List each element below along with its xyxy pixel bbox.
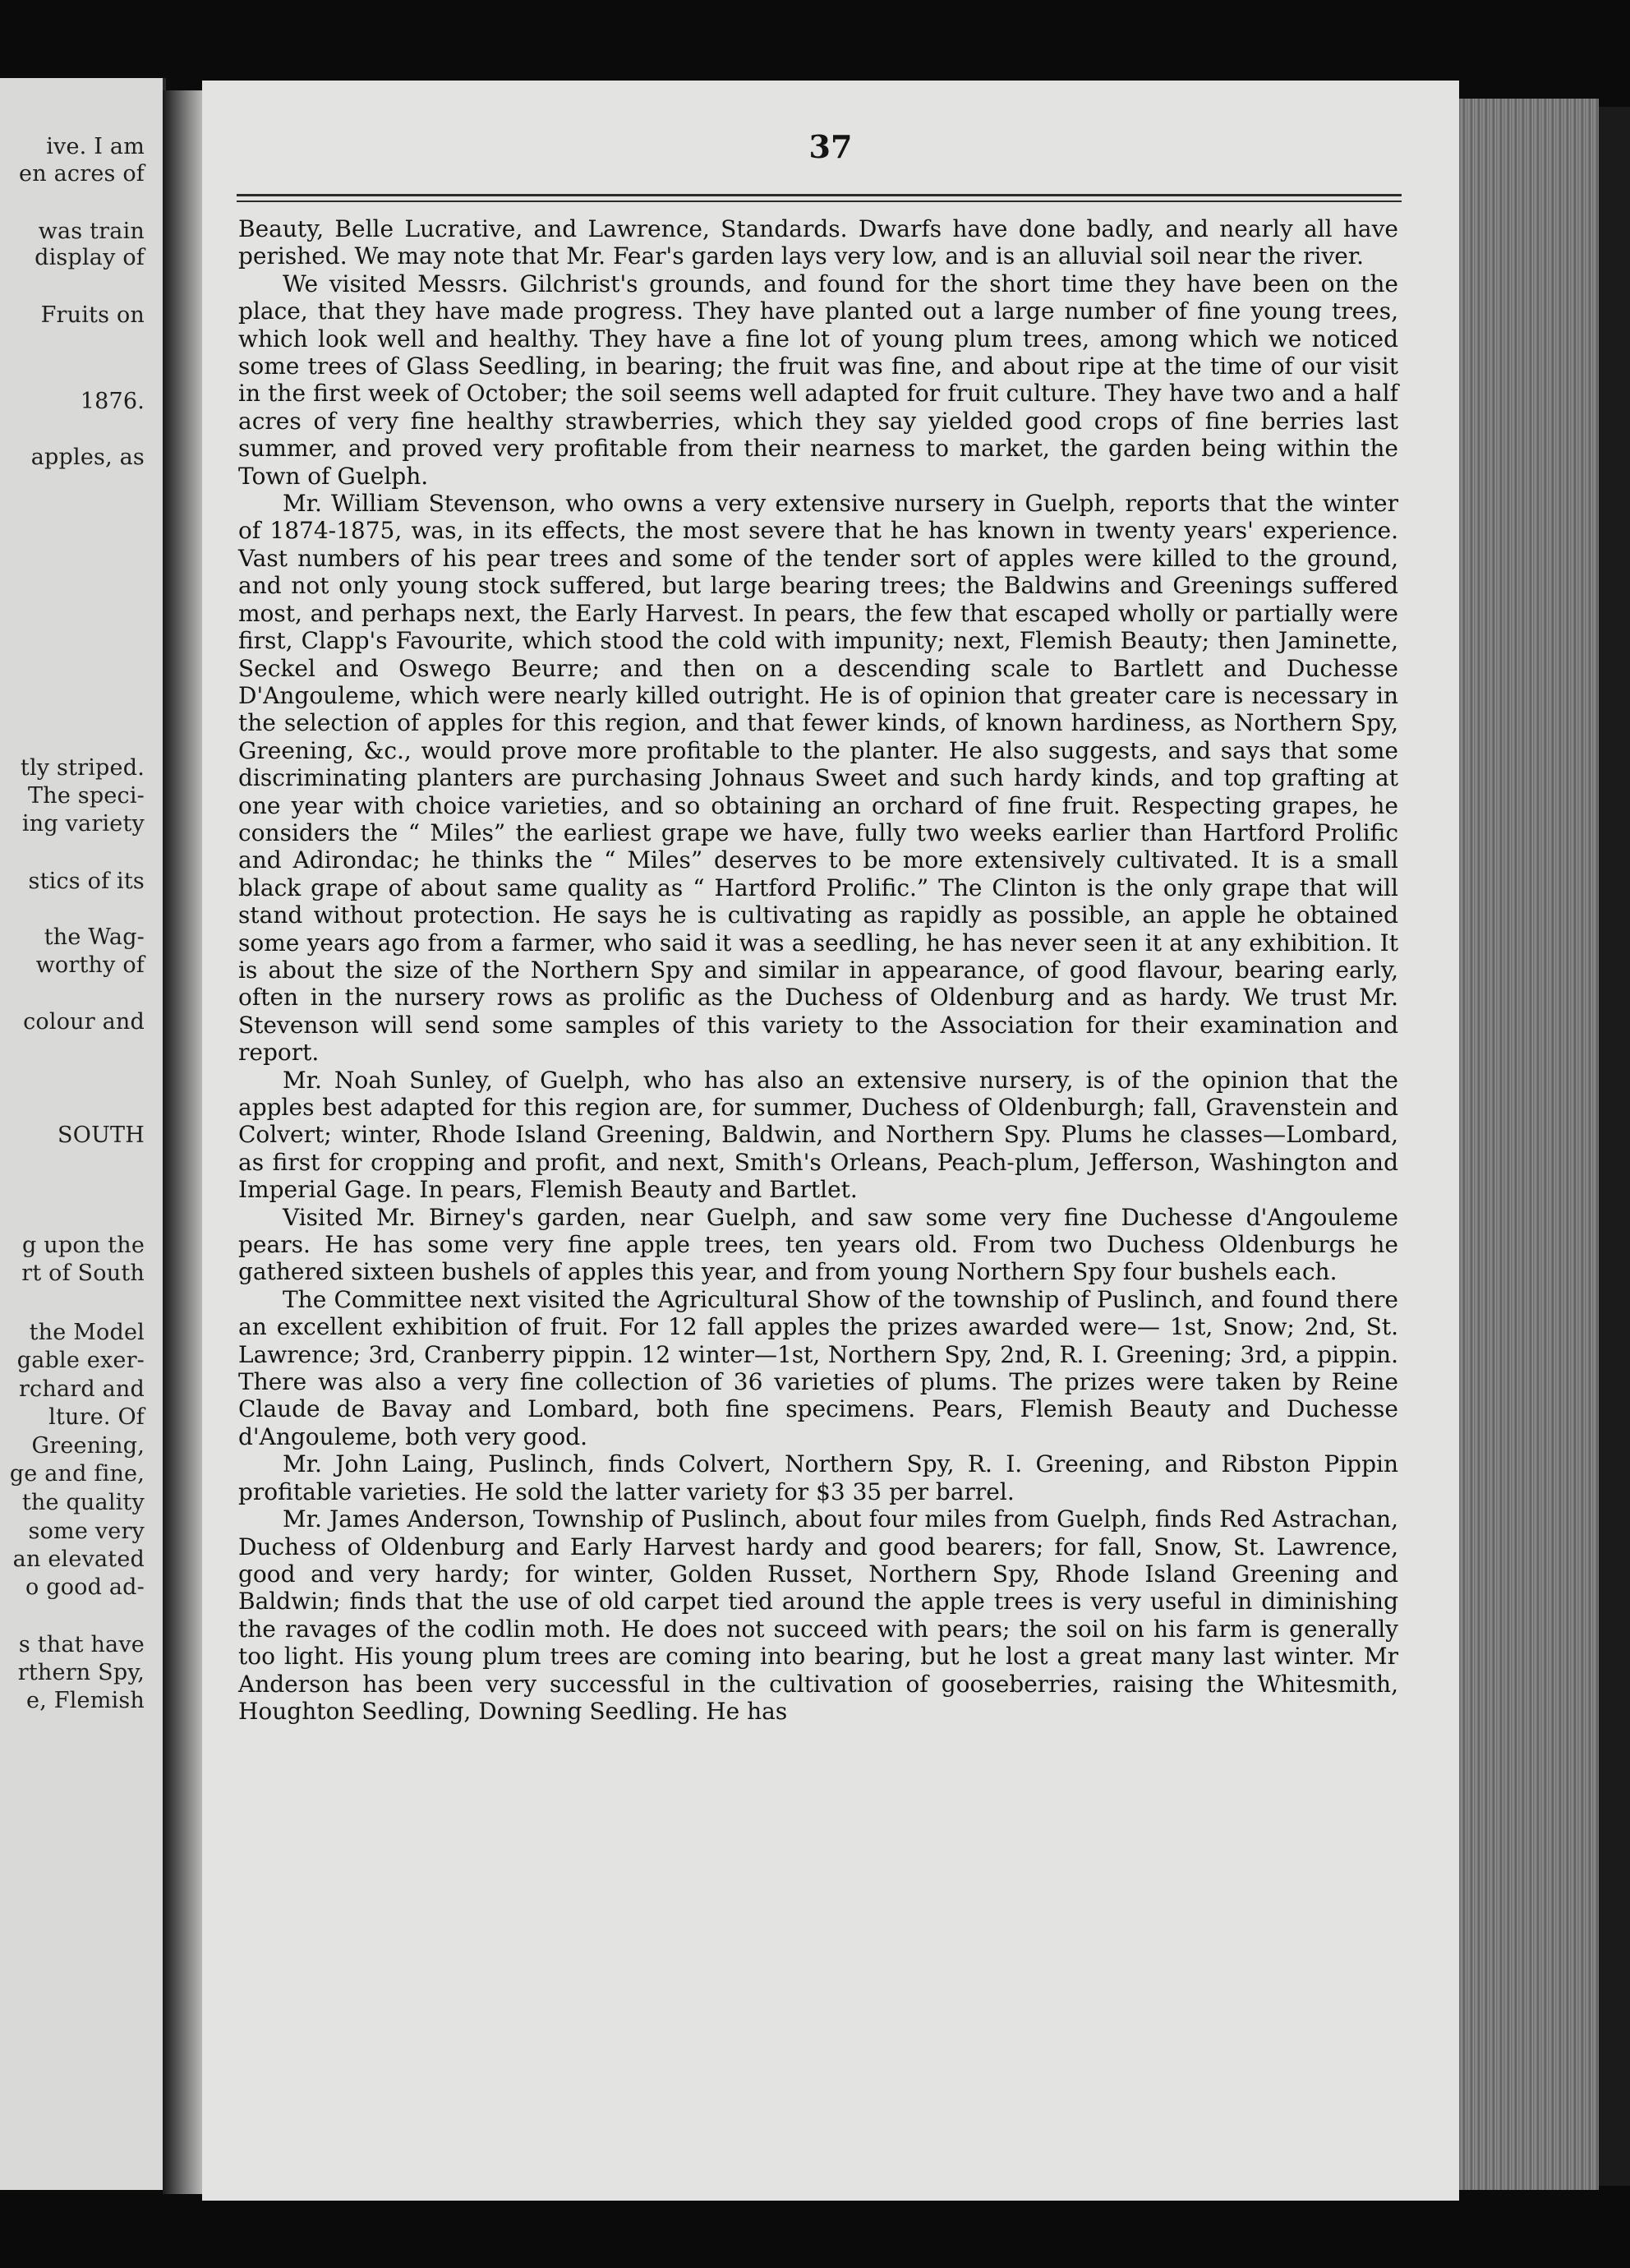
- facing-page-line: the quality: [21, 1490, 145, 1515]
- facing-page-line: ge and fine,: [9, 1461, 145, 1487]
- facing-page: [0, 78, 166, 2190]
- header-rule: [237, 194, 1402, 196]
- paragraph: Mr. Noah Sunley, of Guelph, who has also an extensive nursery, is of the opinion that the apples best adapted for this region are, for summer, Duchess of Oldenburgh; fall, Gravenstein and Colvert; winter, Rhode Island Greening, Baldwin, and Northern Spy. Plums he classes—Lombard, as first for cropping and profit, and next, Smith's Orleans, Peach-plum, Jefferson, Washington and Imperial Gage. In pears, Flemish Beauty and Bartlet.: [238, 1066, 1398, 1204]
- facing-page-line: gable exer-: [16, 1348, 145, 1373]
- page-number: 37: [808, 128, 853, 165]
- facing-page-line: worthy of: [35, 952, 145, 978]
- paragraph: Mr. James Anderson, Township of Puslinch, about four miles from Guelph, finds Red Astrachan, Duchess of Oldenburg and Early Harvest hardy and good bearers; for fall, Snow, St. Lawrence, good and very hardy; for winter, Golden Russet, Northern Spy, Rhode Island Greening and Baldwin; finds that the use of old carpet tied around the apple trees is very useful in diminishing the ravages of the codlin moth. He does not succeed with pears; the soil on his farm is generally too light. His young plum trees are coming into bearing, but he lost a great many last winter. Mr Anderson has been very successful in the cultivation of gooseberries, raising the Whitesmith, Houghton Seedling, Downing Seedling. He has: [238, 1505, 1398, 1725]
- facing-page-line: ive. I am: [46, 134, 145, 159]
- page-stack-edge: [1459, 99, 1599, 2190]
- facing-page-line: o good ad-: [25, 1574, 145, 1600]
- facing-page-line: en acres of: [19, 161, 145, 187]
- facing-page-line: SOUTH: [58, 1122, 145, 1148]
- facing-page-line: 1876.: [80, 389, 145, 414]
- paragraph: Visited Mr. Birney's garden, near Guelph, and saw some very fine Duchesse d'Angouleme pears. He has some very fine apple trees, ten years old. From two Duchess Oldenburgs he gathered sixteen bushels of apples this year, and from young Northern Spy four bushels each.: [238, 1203, 1398, 1286]
- facing-page-line: rt of South: [21, 1261, 145, 1286]
- facing-page-line: Fruits on: [40, 302, 145, 328]
- header-rule-thin: [237, 201, 1402, 202]
- facing-page-line: display of: [35, 245, 145, 270]
- facing-page-line: s that have: [18, 1632, 145, 1657]
- facing-page-line: ing variety: [21, 811, 145, 837]
- facing-page-line: stics of its: [28, 869, 145, 894]
- book-page: [202, 81, 1459, 2201]
- facing-page-line: colour and: [23, 1009, 145, 1035]
- paragraph: Mr. William Stevenson, who owns a very extensive nursery in Guelph, reports that the winter of 1874-1875, was, in its effects, the most severe that he has known in twenty years' experience. Vast numbers of his pear trees and some of the tender sort of apples were killed to the ground, and not only young stock suffered, but large bearing trees; the Baldwins and Greenings suffered most, and perhaps next, the Early Harvest. In pears, the few that escaped wholly or partially were first, Clapp's Favourite, which stood the cold with impunity; next, Flemish Beauty; then Jaminette, Seckel and Oswego Beurre; and then on a descending scale to Bartlett and Duchesse D'Angouleme, which were nearly killed outright. He is of opinion that greater care is necessary in the selection of apples for this region, and that fewer kinds, of known hardiness, as Northern Spy, Greening, &c., would prove more profitable to the planter. He also suggests, and says that some discriminating planters are purchasing Johnaus Sweet and such hardy kinds, and top grafting at one year with choice varieties, and so obtaining an orchard of fine fruit. Respecting grapes, he considers the “ Miles” the earliest grape we have, fully two weeks earlier than Hartford Prolific and Adirondac; he thinks the “ Miles” deserves to be more extensively cultivated. It is a small black grape of about same quality as “ Hartford Prolific.” The Clinton is the only grape that will stand without protection. He says he is cultivating as rapidly as possible, an apple he obtained some years ago from a farmer, who said it was a seedling, he has never seen it at any exhibition. It is about the size of the Northern Spy and similar in appearance, of good flavour, bearing early, often in the nursery rows as prolific as the Duchess of Oldenburg and as hardy. We trust Mr. Stevenson will send some samples of this variety to the Association for their examination and report.: [238, 490, 1398, 1067]
- facing-page-line: tly striped.: [20, 755, 145, 781]
- facing-page-line: the Wag-: [44, 924, 145, 950]
- facing-page-line: lture. Of: [48, 1404, 145, 1430]
- facing-page-line: Greening,: [31, 1433, 145, 1459]
- paragraph: The Committee next visited the Agricultural Show of the township of Puslinch, and found there an excellent exhibition of fruit. For 12 fall apples the prizes awarded were— 1st, Snow; 2nd, St. Lawrence; 3rd, Cranberry pippin. 12 winter—1st, Northern Spy, 2nd, R. I. Greening; 3rd, a pippin. There was also a very fine collection of 36 varieties of plums. The prizes were taken by Reine Claude de Bavay and Lombard, both fine specimens. Pears, Flemish Beauty and Duchesse d'Angouleme, both very good.: [238, 1285, 1398, 1450]
- paragraph: Mr. John Laing, Puslinch, finds Colvert, Northern Spy, R. I. Greening, and Ribston Pippin profitable varieties. He sold the latter variety for $3 35 per barrel.: [238, 1450, 1398, 1505]
- facing-page-line: some very: [28, 1519, 145, 1544]
- facing-page-line: was train: [38, 219, 145, 244]
- facing-page-line: The speci-: [28, 783, 145, 809]
- facing-page-line: the Model: [29, 1320, 145, 1345]
- facing-page-line: rthern Spy,: [17, 1660, 145, 1685]
- book-cover-edge: [1599, 107, 1630, 2186]
- paragraph: We visited Messrs. Gilchrist's grounds, and found for the short time they have been on the place, that they have made progress. They have planted out a large number of fine young trees, which look well and healthy. They have a fine lot of young plum trees, among which we noticed some trees of Glass Seedling, in bearing; the fruit was fine, and about ripe at the time of our visit in the first week of October; the soil seems well adapted for fruit culture. They have two and a half acres of very fine healthy strawberries, which they say yielded good crops of fine berries last summer, and proved very profitable from their nearness to market, the garden being within the Town of Guelph.: [238, 270, 1398, 490]
- book-gutter: [163, 90, 202, 2194]
- facing-page-line: rchard and: [18, 1376, 145, 1402]
- facing-page-line: an elevated: [12, 1547, 145, 1572]
- facing-page-line: e, Flemish: [26, 1688, 145, 1713]
- facing-page-line: g upon the: [22, 1233, 145, 1258]
- facing-page-line: apples, as: [30, 445, 145, 470]
- page-body: [238, 215, 1398, 1725]
- paragraph: Beauty, Belle Lucrative, and Lawrence, Standards. Dwarfs have done badly, and nearly all have perished. We may note that Mr. Fear's garden lays very low, and is an alluvial soil near the river.: [238, 215, 1398, 270]
